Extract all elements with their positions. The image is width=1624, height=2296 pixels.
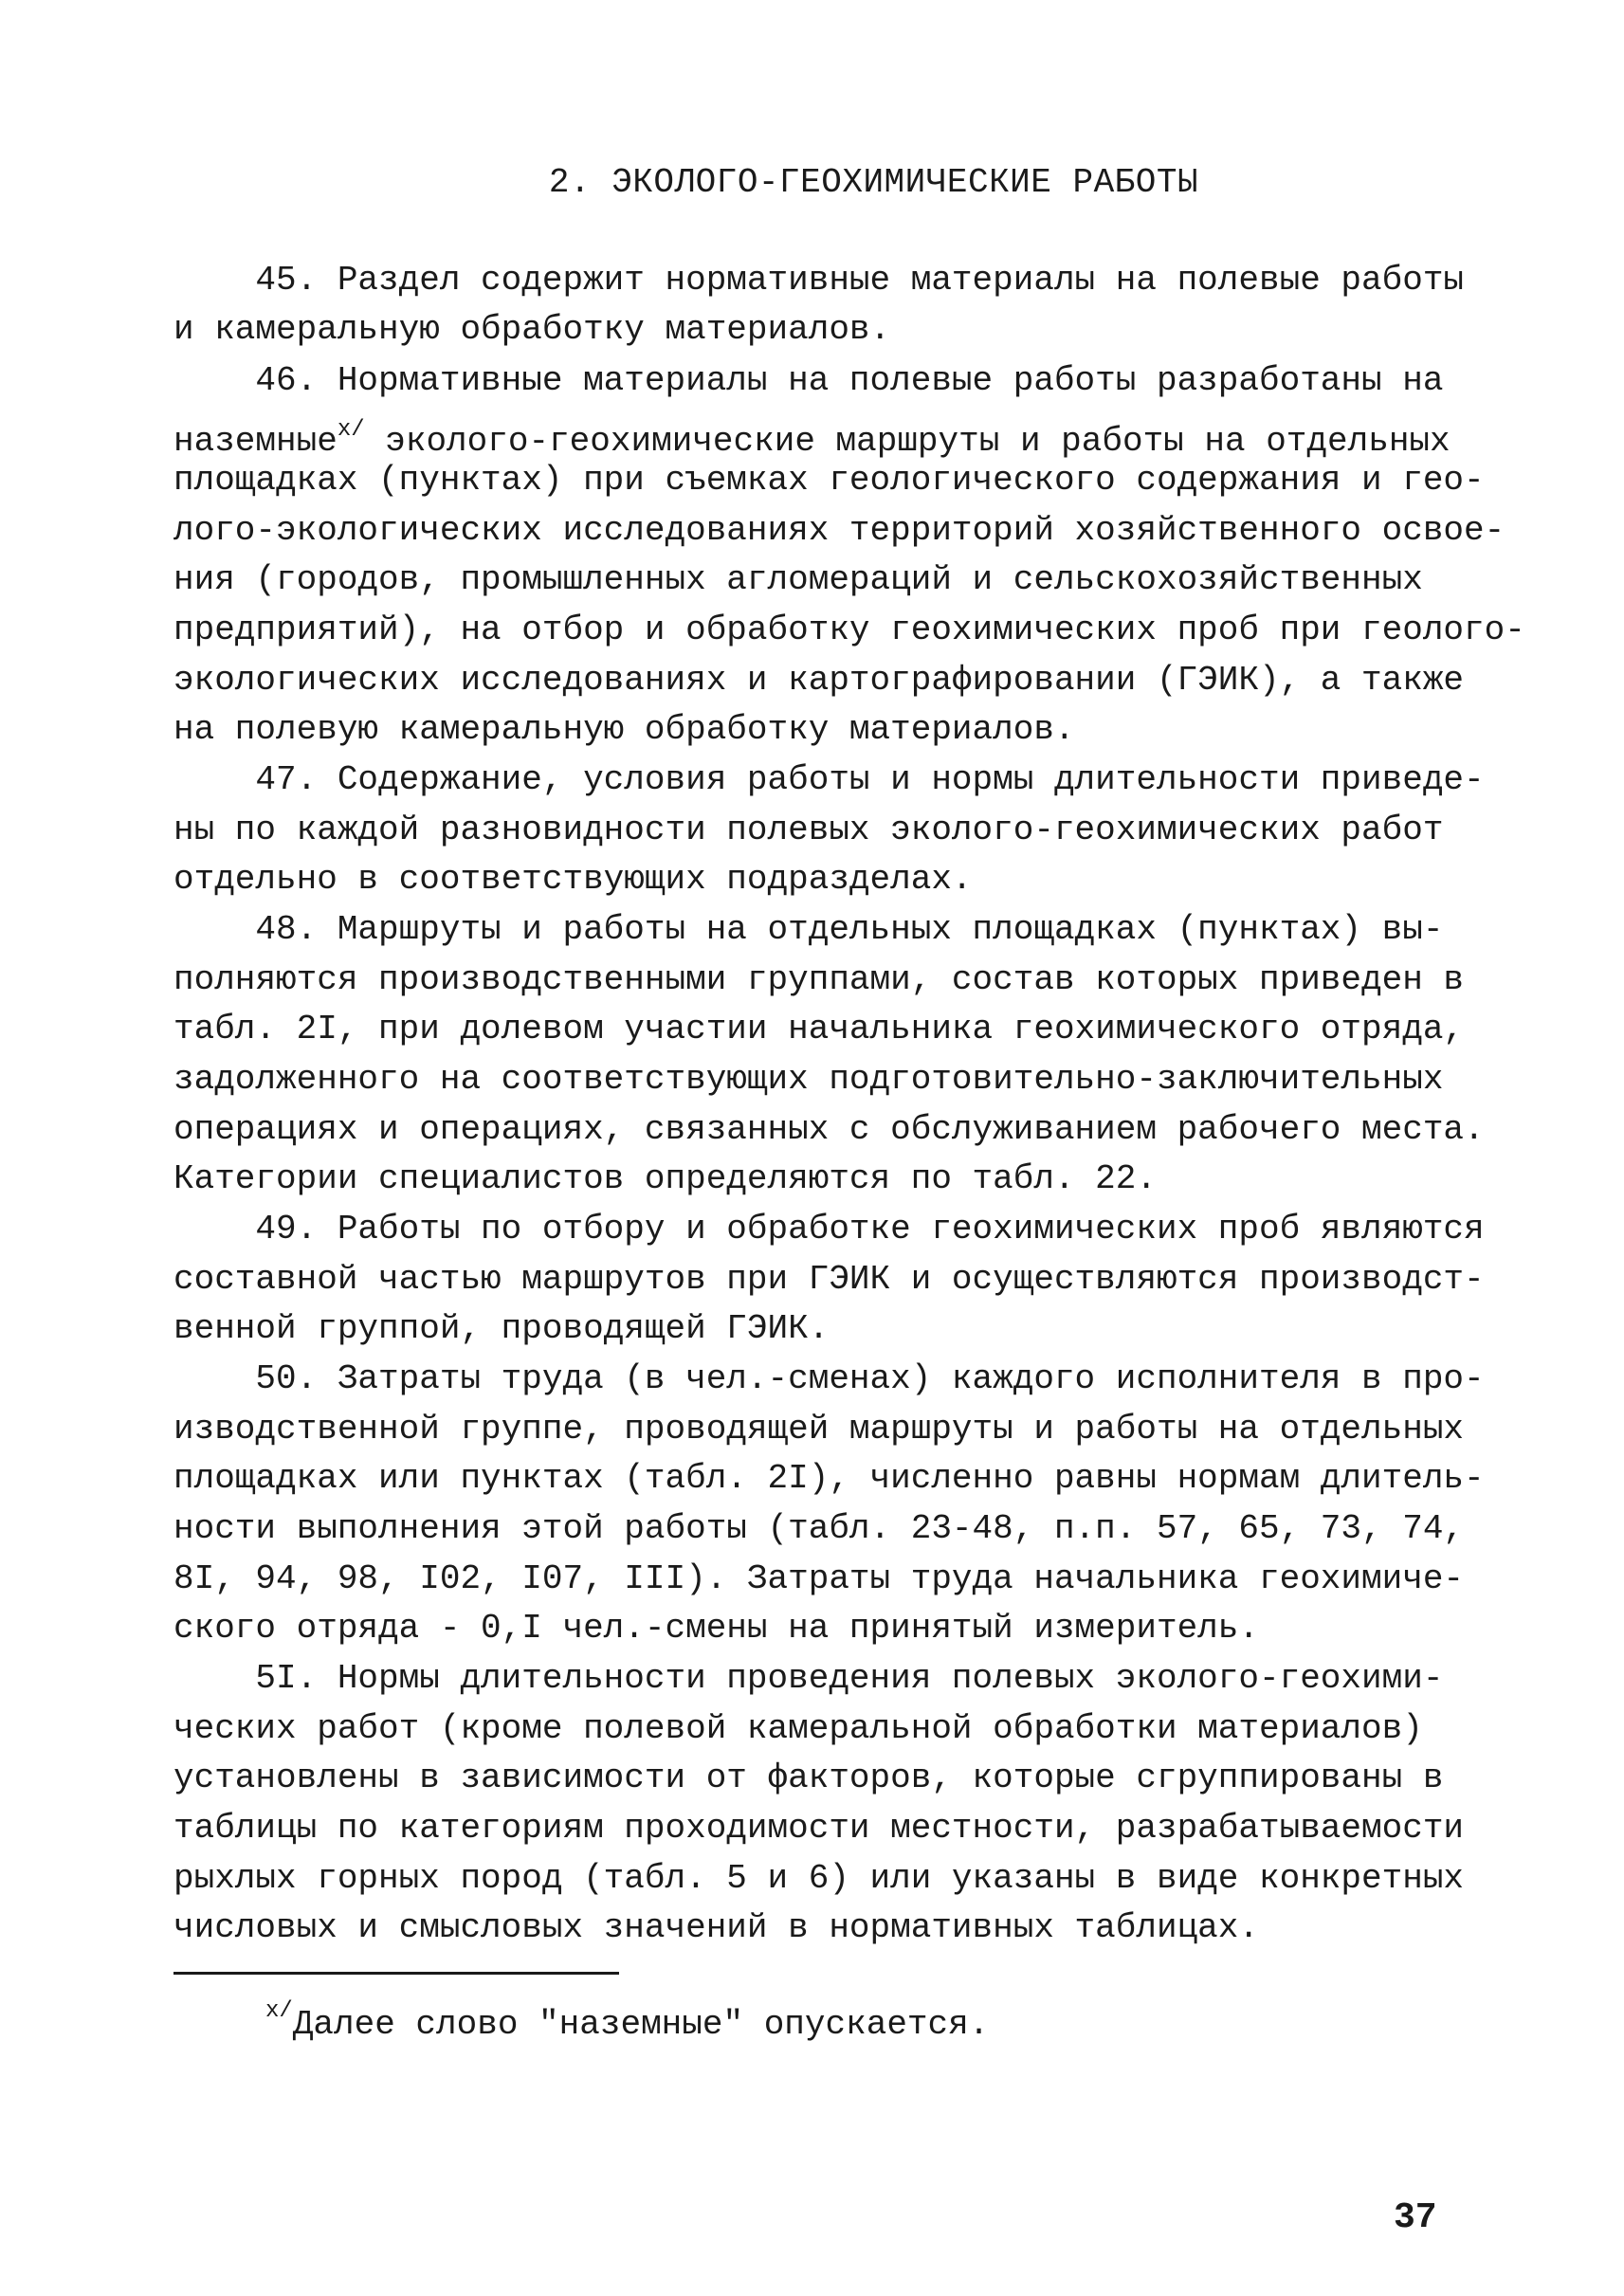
text-line: полняются производственными группами, состав которых приведен в <box>173 960 1465 999</box>
text-line: ности выполнения этой работы (табл. 23-48, п.п. 57, 65, 73, 74, <box>173 1509 1465 1548</box>
text-line: отдельно в соответствующих подразделах. <box>173 860 973 899</box>
footnote-text: Далее слово "наземные" опускается. <box>292 2005 990 2044</box>
text-line: операциях и операциях, связанных с обслуживанием рабочего места. <box>173 1110 1485 1149</box>
text-line: 50. Затраты труда (в чел.-сменах) каждого исполнителя в про- <box>173 1359 1485 1398</box>
text-line: венной группой, проводящей ГЭИК. <box>173 1309 830 1348</box>
text-line: предприятий), на отбор и обработку геохимических проб при геолого- <box>173 610 1525 649</box>
text-line: Категории специалистов определяются по табл. 22. <box>173 1159 1157 1198</box>
text-line: ского отряда - 0,I чел.-смены на принятый измеритель. <box>173 1609 1259 1648</box>
footnote <box>265 1987 989 2050</box>
text-fragment: эколого-геохимические маршруты и работы на отдельных <box>364 422 1451 461</box>
footnote-divider <box>173 1972 619 1975</box>
text-line: ны по каждой разновидности полевых эколого-геохимических работ <box>173 811 1444 849</box>
text-fragment: наземные <box>173 422 338 461</box>
text-line: 5I. Нормы длительности проведения полевых эколого-геохими- <box>173 1659 1444 1698</box>
footnote-mark: х/ <box>265 1998 293 2024</box>
text-line: и камеральную обработку материалов. <box>173 310 891 349</box>
text-line: табл. 2I, при долевом участии начальника геохимического отряда, <box>173 1010 1465 1048</box>
text-line: площадках или пунктах (табл. 2I), численно равны нормам длитель- <box>173 1459 1485 1498</box>
text-line: ния (городов, промышленных агломераций и сельскохозяйственных <box>173 560 1423 599</box>
page-number: 37 <box>1394 2197 1437 2238</box>
text-line: ческих работ (кроме полевой камеральной обработки материалов) <box>173 1709 1423 1748</box>
text-line-with-footnote-mark <box>173 406 1482 461</box>
text-line: изводственной группе, проводящей маршруты и работы на отдельных <box>173 1410 1465 1449</box>
text-line: 47. Содержание, условия работы и нормы длительности приведе- <box>173 760 1485 799</box>
text-line: таблицы по категориям проходимости местности, разрабатываемости <box>173 1809 1465 1848</box>
text-line: числовых и смысловых значений в нормативных таблицах. <box>173 1908 1259 1947</box>
text-line: 49. Работы по отбору и обработке геохимических проб являются <box>173 1210 1485 1248</box>
text-line: составной частью маршрутов при ГЭИК и осуществляются производст- <box>173 1260 1485 1299</box>
text-line: лого-экологических исследованиях территорий хозяйственного освое- <box>173 511 1505 550</box>
text-line: 8I, 94, 98, I02, I07, III). Затраты труда начальника геохимиче- <box>173 1559 1465 1598</box>
text-line: задолженного на соответствующих подготовительно-заключительных <box>173 1060 1444 1099</box>
text-line: установлены в зависимости от факторов, которые сгруппированы в <box>173 1758 1444 1797</box>
text-line: 46. Нормативные материалы на полевые работы разработаны на <box>173 361 1444 400</box>
section-title: 2. ЭКОЛОГО-ГЕОХИМИЧЕСКИЕ РАБОТЫ <box>548 163 1199 202</box>
text-line: рыхлых горных пород (табл. 5 и 6) или указаны в виде конкретных <box>173 1859 1465 1898</box>
text-line: на полевую камеральную обработку материалов. <box>173 710 1075 749</box>
footnote-reference-mark: х/ <box>337 417 365 443</box>
text-line: 48. Маршруты и работы на отдельных площадках (пунктах) вы- <box>173 910 1444 949</box>
text-line: 45. Раздел содержит нормативные материалы на полевые работы <box>173 261 1465 300</box>
text-line: площадках (пунктах) при съемках геологического содержания и гео- <box>173 461 1485 500</box>
text-line: экологических исследованиях и картографировании (ГЭИК), а также <box>173 661 1465 700</box>
